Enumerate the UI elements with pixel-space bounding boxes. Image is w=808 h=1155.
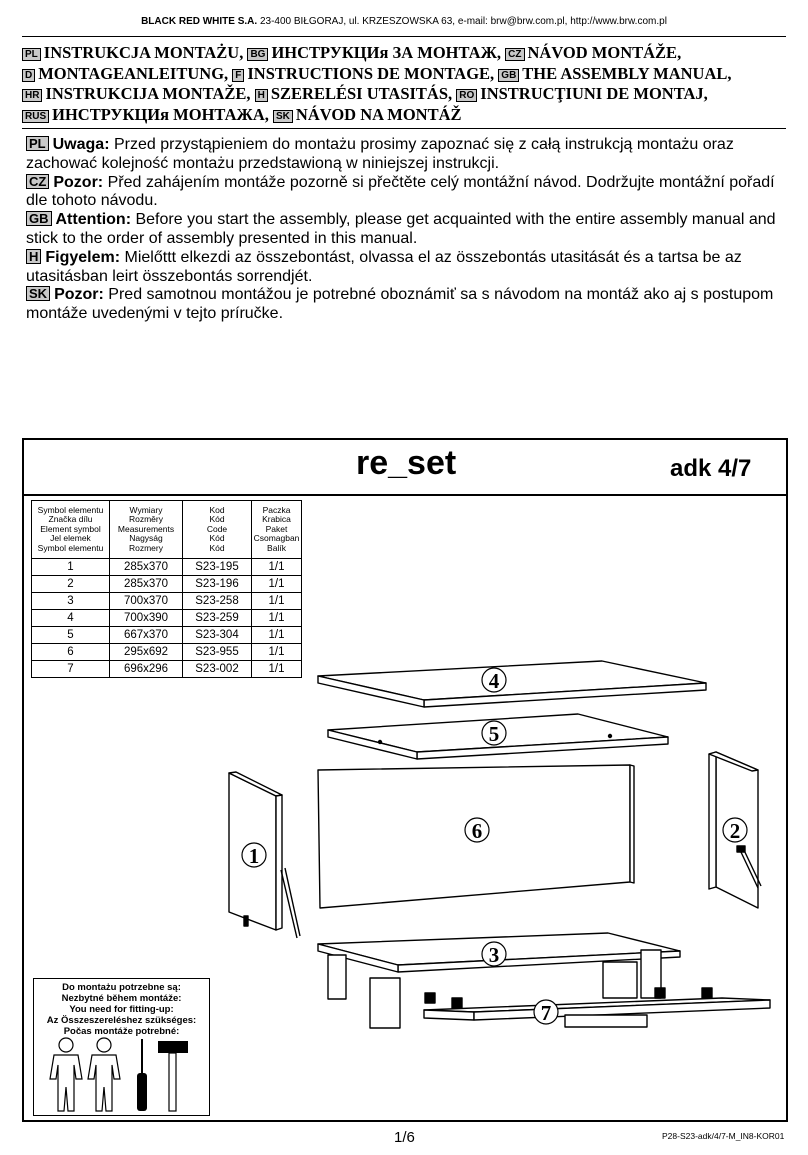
- lang-tag: GB: [26, 211, 52, 226]
- tools-line: You need for fitting-up:: [69, 1004, 174, 1015]
- header-line: Element symbol: [40, 523, 101, 534]
- header-line: Symbol elementu: [37, 504, 104, 515]
- panel-4-top: [318, 661, 706, 707]
- header-line: Rozměry: [128, 514, 163, 525]
- part-label-7: [534, 1000, 558, 1025]
- header-line: Csomagban: [253, 533, 300, 544]
- table-cell: 1/1: [252, 593, 302, 610]
- screwdriver-icon: [137, 1039, 147, 1111]
- table-cell: 700x370: [110, 593, 183, 610]
- title-text: NÁVOD NA MONTÁŽ: [295, 104, 462, 124]
- part-number: 4: [488, 669, 500, 693]
- page-number: 1/6: [394, 1129, 415, 1146]
- header-line: Symbol elementu: [37, 542, 104, 553]
- lang-tag: PL: [26, 136, 49, 151]
- lang-tag: PL: [22, 48, 41, 61]
- title-text: MONTAGEANLEITUNG,: [38, 63, 233, 83]
- table-cell: 6: [32, 644, 110, 661]
- tools-line: Nezbytné během montáže:: [61, 993, 182, 1004]
- table-cell: 696x296: [110, 661, 183, 678]
- table-cell: S23-955: [183, 644, 252, 661]
- note-text: Pred samotnou montážou je potrebné oboznámiť sa s návodom na montáž ako aj s postupom montáže uvedenými v tejto príručke.: [26, 286, 774, 323]
- part-label-4: [482, 668, 506, 693]
- document-code: P28-S23-adk/4/7-M_IN8-KOR01: [662, 1131, 785, 1141]
- lang-tag: CZ: [505, 48, 524, 61]
- tools-line: Do montażu potrzebne są:: [62, 982, 181, 993]
- table-cell: 5: [32, 627, 110, 644]
- tools-line: Počas montáže potrebné:: [63, 1026, 180, 1037]
- header-line: Kód: [209, 533, 225, 544]
- lang-tag: SK: [26, 286, 50, 301]
- lang-tag: F: [232, 69, 244, 82]
- table-cell: S23-195: [183, 559, 252, 576]
- table-cell: 295x692: [110, 644, 183, 661]
- header-line: Balík: [267, 542, 286, 553]
- table-cell: 1/1: [252, 610, 302, 627]
- lang-tag: HR: [22, 89, 42, 102]
- title-text: ИНСТРУКЦИя МОНТАЖА,: [52, 104, 273, 124]
- header-line: Paczka: [262, 504, 291, 515]
- lang-tag: CZ: [26, 174, 49, 189]
- required-tools-box: [33, 978, 210, 1116]
- lang-tag: GB: [498, 69, 519, 82]
- part-number: 1: [248, 844, 260, 868]
- header-line: Wymiary: [129, 504, 163, 515]
- table-cell: 1/1: [252, 627, 302, 644]
- product-name: re_set: [356, 444, 457, 482]
- note-text: Przed przystąpieniem do montażu prosimy zapoznać się z całą instrukcją montażu oraz zachować kolejność montażu przedstawioną w niniejszej instrukcji.: [26, 136, 734, 172]
- table-cell: 7: [32, 661, 110, 678]
- title-text: INSTRUCŢIUNI DE MONTAJ,: [480, 84, 708, 103]
- table-cell: 700x390: [110, 610, 183, 627]
- table-cell: 1: [32, 559, 110, 576]
- part-number: 5: [488, 722, 500, 746]
- lang-tag: BG: [247, 48, 268, 61]
- note-text: Before you start the assembly, please get acquainted with the entire assembly manual and stick to the order of assembly presented in this manual.: [26, 211, 776, 247]
- tools-heading: [34, 982, 209, 1037]
- table-cell: 285x370: [110, 576, 183, 593]
- table-cell: S23-258: [183, 593, 252, 610]
- table-cell: S23-304: [183, 627, 252, 644]
- company-address: 23-400 BIŁGORAJ, ul. KRZESZOWSKA 63, e-mail: brw@brw.com.pl, http://www.brw.com.pl: [257, 16, 667, 27]
- lang-tag: SK: [273, 110, 293, 123]
- header-line: Rozmery: [128, 542, 163, 553]
- table-cell: 1/1: [252, 644, 302, 661]
- table-cell: S23-002: [183, 661, 252, 678]
- title-text: INSTRUCTIONS DE MONTAGE,: [247, 63, 499, 83]
- part-label-1: [242, 843, 266, 868]
- lang-tag: H: [26, 249, 41, 264]
- note-label: Pozor:: [54, 286, 104, 304]
- header-line: Measurements: [117, 523, 175, 534]
- table-cell: 667x370: [110, 627, 183, 644]
- note-text: Před zahájením montáže pozorně si přečtěte celý montážní návod. Dodržujte montážní pořadí dle tohoto návodu.: [26, 173, 775, 210]
- table-cell: S23-196: [183, 576, 252, 593]
- title-text: NÁVOD MONTÁŽE,: [527, 43, 682, 62]
- title-text: THE ASSEMBLY MANUAL,: [522, 63, 732, 83]
- product-code: adk 4/7: [670, 455, 752, 482]
- note-label: Pozor:: [53, 173, 104, 191]
- tools-illustration: [34, 1037, 209, 1115]
- part-label-6: [465, 818, 489, 843]
- header-line: Jel elemek: [50, 533, 91, 544]
- header-line: Kód: [209, 514, 225, 525]
- header-line: Paket: [265, 523, 288, 534]
- table-cell: S23-259: [183, 610, 252, 627]
- lang-tag: RUS: [22, 110, 49, 123]
- title-text: ИНСТРУКЦИя ЗА МОНТАЖ,: [271, 43, 506, 62]
- part-number: 7: [540, 1001, 552, 1025]
- company-name: BLACK RED WHITE S.A.: [141, 16, 258, 27]
- note-text: Mielőttt elkezdi az összebontást, olvassa el az összebontás utasitását és a tartsa be az utasitásban leirt összebontás sorrendjét.: [26, 248, 742, 285]
- part-label-2: [723, 818, 747, 843]
- hammer-icon: [158, 1041, 188, 1111]
- lang-tag: H: [255, 89, 268, 102]
- table-cell: 3: [32, 593, 110, 610]
- table-cell: 1/1: [252, 661, 302, 678]
- header-line: Code: [206, 523, 228, 534]
- panel-7-front: [424, 988, 770, 1027]
- part-label-3: [482, 942, 506, 967]
- table-cell: 1/1: [252, 559, 302, 576]
- note-label: Attention:: [55, 211, 132, 229]
- lang-tag: RO: [456, 89, 477, 102]
- header-line: Krabica: [262, 514, 291, 525]
- lang-tag: D: [22, 69, 35, 82]
- table-cell: 2: [32, 576, 110, 593]
- header-line: Značka dílu: [48, 514, 93, 525]
- tools-line: Az Összeszereléshez szükséges:: [46, 1015, 197, 1026]
- note-label: Figyelem:: [45, 248, 121, 266]
- header-line: Kód: [209, 542, 225, 553]
- header-line: Nagyság: [129, 533, 163, 544]
- part-label-5: [482, 721, 506, 746]
- title-text: INSTRUKCIJA MONTAŽE,: [45, 84, 255, 103]
- table-cell: 285x370: [110, 559, 183, 576]
- table-cell: 4: [32, 610, 110, 627]
- two-persons-icon: [50, 1038, 120, 1111]
- table-cell: 1/1: [252, 576, 302, 593]
- part-number: 2: [729, 819, 741, 843]
- header-line: Kod: [209, 504, 225, 515]
- title-text: INSTRUKCJA MONTAŻU,: [43, 43, 248, 62]
- note-label: Uwaga:: [52, 136, 110, 153]
- title-text: SZERELÉSI UTASITÁS,: [270, 84, 457, 103]
- part-number: 3: [488, 943, 500, 967]
- part-number: 6: [471, 819, 483, 843]
